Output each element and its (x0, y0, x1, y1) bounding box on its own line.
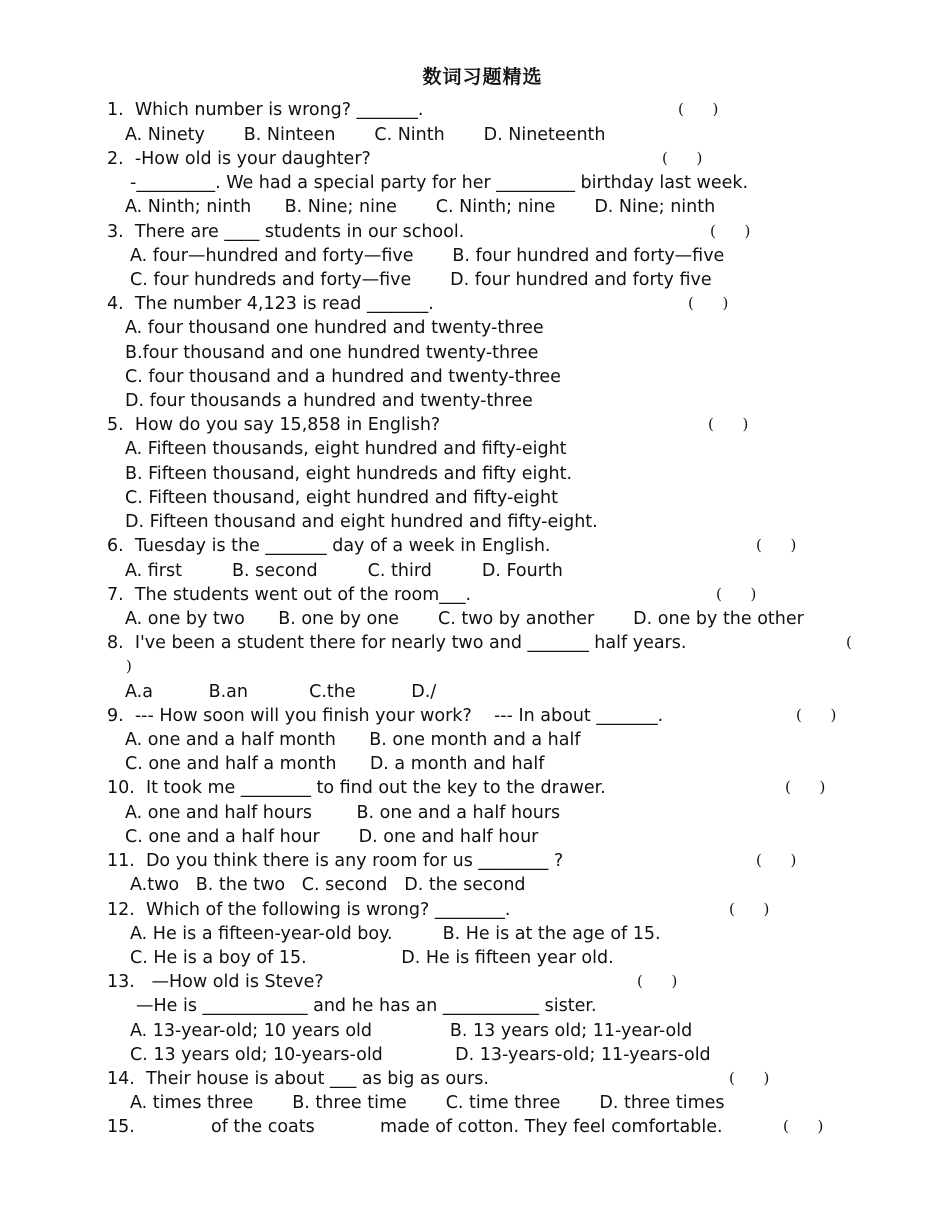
question-2-stem-reply: -_________. We had a special party for her _________ birthday last week. (130, 173, 749, 193)
question-15-part2: made of cotton. They feel comfortable. (380, 1117, 723, 1137)
question-6-options: A. first B. second C. third D. Fourth (125, 561, 563, 581)
question-11-options: A.two B. the two C. second D. the second (130, 875, 526, 895)
answer-bracket-2: ( ) (662, 149, 703, 167)
question-11-stem: 11. Do you think there is any room for us ________ ? (107, 851, 564, 871)
question-2-stem: 2. -How old is your daughter? (107, 149, 371, 169)
answer-bracket-10: ( ) (785, 778, 826, 796)
answer-bracket-8-close: ) (126, 657, 132, 675)
question-10-options-row2: C. one and a half hour D. one and half hour (125, 827, 539, 847)
answer-bracket-6: ( ) (756, 536, 797, 554)
question-4-option-b: B.four thousand and one hundred twenty-three (125, 343, 539, 363)
answer-bracket-9: ( ) (796, 706, 837, 724)
question-3-options-row2: C. four hundreds and forty—five D. four hundred and forty five (130, 270, 712, 290)
page-title: 数词习题精选 (422, 66, 543, 88)
question-3-stem: 3. There are ____ students in our school. (107, 222, 465, 242)
question-5-stem: 5. How do you say 15,858 in English? (107, 415, 441, 435)
question-3-options-row1: A. four—hundred and forty—five B. four hundred and forty—five (130, 246, 725, 266)
question-6-stem: 6. Tuesday is the _______ day of a week in English. (107, 536, 551, 556)
question-14-options: A. times three B. three time C. time three D. three times (130, 1093, 725, 1113)
question-13-options-row2: C. 13 years old; 10-years-old D. 13-years-old; 11-years-old (130, 1045, 711, 1065)
question-4-stem: 4. The number 4,123 is read _______. (107, 294, 434, 314)
question-14-stem: 14. Their house is about ___ as big as ours. (107, 1069, 489, 1089)
question-13-stem: 13. —How old is Steve? (107, 972, 324, 992)
answer-bracket-13: ( ) (637, 972, 678, 990)
question-12-options-row1: A. He is a fifteen-year-old boy. B. He is at the age of 15. (130, 924, 661, 944)
question-8-options: A.a B.an C.the D./ (125, 682, 437, 702)
answer-bracket-4: ( ) (688, 294, 729, 312)
question-5-option-c: C. Fifteen thousand, eight hundred and fifty-eight (125, 488, 558, 508)
answer-bracket-11: ( ) (756, 851, 797, 869)
question-1-stem: 1. Which number is wrong? _______. (107, 100, 424, 120)
question-13-stem-reply: —He is ____________ and he has an ___________ sister. (136, 996, 597, 1016)
question-4-option-d: D. four thousands a hundred and twenty-three (125, 391, 533, 411)
question-12-stem: 12. Which of the following is wrong? ________. (107, 900, 511, 920)
answer-bracket-8-open: ( (846, 633, 852, 651)
answer-bracket-1: ( ) (678, 100, 719, 118)
answer-bracket-7: ( ) (716, 585, 757, 603)
question-13-options-row1: A. 13-year-old; 10 years old B. 13 years old; 11-year-old (130, 1021, 693, 1041)
question-5-option-b: B. Fifteen thousand, eight hundreds and fifty eight. (125, 464, 573, 484)
question-4-option-a: A. four thousand one hundred and twenty-three (125, 318, 544, 338)
question-4-option-c: C. four thousand and a hundred and twenty-three (125, 367, 561, 387)
answer-bracket-5: ( ) (708, 415, 749, 433)
question-7-stem: 7. The students went out of the room___. (107, 585, 472, 605)
question-10-stem: 10. It took me ________ to find out the key to the drawer. (107, 778, 606, 798)
question-7-options: A. one by two B. one by one C. two by another D. one by the other (125, 609, 804, 629)
question-8-stem: 8. I've been a student there for nearly two and _______ half years. (107, 633, 687, 653)
question-9-options-row1: A. one and a half month B. one month and a half (125, 730, 581, 750)
question-5-option-a: A. Fifteen thousands, eight hundred and fifty-eight (125, 439, 567, 459)
question-10-options-row1: A. one and half hours B. one and a half hours (125, 803, 561, 823)
question-5-option-d: D. Fifteen thousand and eight hundred and fifty-eight. (125, 512, 598, 532)
question-12-options-row2: C. He is a boy of 15. D. He is fifteen year old. (130, 948, 614, 968)
question-2-options: A. Ninth; ninth B. Nine; nine C. Ninth; nine D. Nine; ninth (125, 197, 716, 217)
answer-bracket-15: ( ) (783, 1117, 824, 1135)
answer-bracket-14: ( ) (729, 1069, 770, 1087)
answer-bracket-3: ( ) (710, 222, 751, 240)
question-9-options-row2: C. one and half a month D. a month and half (125, 754, 545, 774)
question-9-stem: 9. --- How soon will you finish your work? --- In about _______. (107, 706, 664, 726)
question-15-part1: of the coats (211, 1117, 315, 1137)
answer-bracket-12: ( ) (729, 900, 770, 918)
question-1-options: A. Ninety B. Ninteen C. Ninth D. Nineteenth (125, 125, 606, 145)
question-15-number: 15. (107, 1117, 135, 1137)
